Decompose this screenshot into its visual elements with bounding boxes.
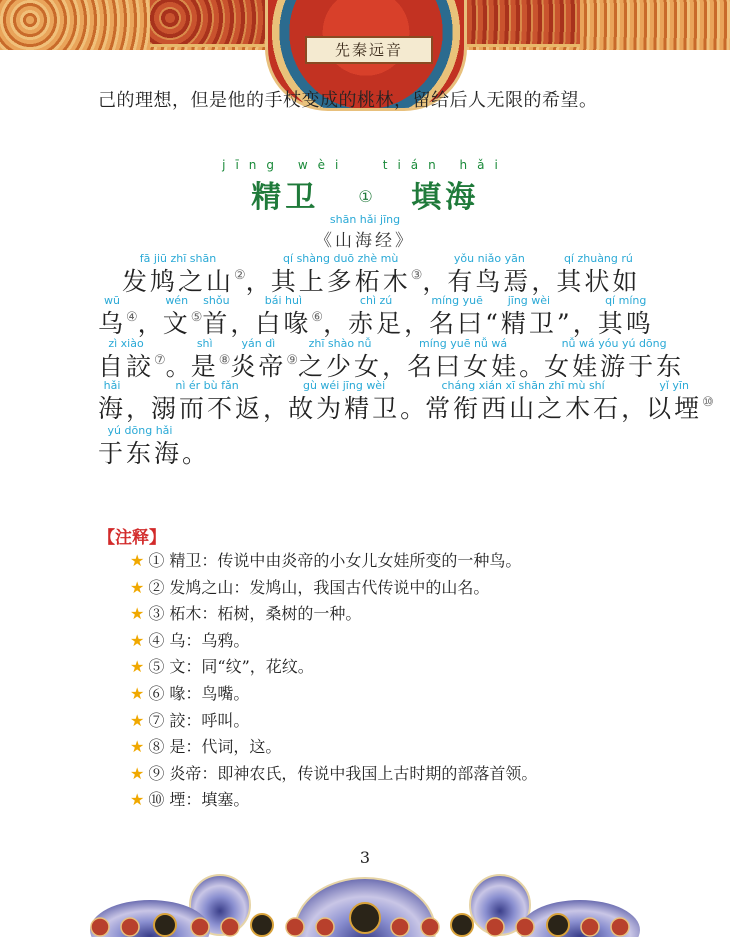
- pinyin: shì: [196, 337, 213, 350]
- note-text: ⑥ 喙：鸟嘴。: [148, 683, 250, 703]
- title-note-marker: ①: [358, 187, 373, 206]
- punctuation: ，: [382, 352, 408, 381]
- star-icon: ★: [130, 790, 145, 810]
- hanzi: 赤足: [348, 309, 405, 338]
- note-item: [130, 787, 537, 814]
- title-pinyin: tián hǎi: [382, 158, 508, 172]
- ruby-segment: [429, 294, 485, 339]
- source: [0, 213, 730, 251]
- ruby-segment: [544, 337, 684, 382]
- punctuation: ，: [126, 394, 152, 423]
- punctuation: ，: [572, 309, 598, 338]
- hanzi: 发鸠之山: [122, 267, 235, 296]
- ruby-segment: [598, 294, 654, 339]
- ruby-segment: [271, 252, 411, 297]
- note-text: ③ 柘木：柘树，桑树的一种。: [148, 604, 362, 624]
- hanzi: “精卫”: [485, 309, 573, 338]
- hanzi: 以堙: [646, 394, 703, 423]
- ruby-segment: [98, 294, 126, 339]
- ruby-segment: [407, 337, 519, 382]
- source-pinyin: shān hǎi jīng: [329, 213, 401, 226]
- title-segment: [222, 158, 348, 216]
- hanzi: 海: [98, 394, 127, 423]
- ruby-segment: [298, 337, 382, 382]
- hanzi: 白喙: [255, 309, 312, 338]
- punctuation: ，: [323, 309, 349, 338]
- pinyin: hǎi: [103, 379, 121, 392]
- hanzi: 于东海: [98, 439, 183, 468]
- star-icon: ★: [130, 657, 145, 677]
- star-icon: ★: [130, 551, 145, 570]
- ruby-segment: [646, 379, 702, 424]
- ruby-segment: [556, 252, 640, 297]
- ruby-segment: [122, 252, 234, 297]
- star-icon: ★: [130, 710, 145, 730]
- ruby-segment: [255, 294, 311, 339]
- note-text: ⑤ 文：同“纹”，花纹。: [148, 657, 314, 677]
- punctuation: ，: [422, 267, 448, 296]
- punctuation: ，: [404, 309, 430, 338]
- punctuation: ，: [245, 267, 271, 296]
- pinyin: yú dōng hǎi: [107, 424, 173, 437]
- page-title: [0, 158, 730, 216]
- ruby-segment: [191, 337, 219, 382]
- body-line: [122, 252, 641, 297]
- ruby-segment: [348, 294, 404, 339]
- note-item: [130, 708, 537, 735]
- punctuation: 。: [519, 352, 545, 381]
- notes-list: [130, 548, 537, 814]
- note-item: [130, 575, 537, 602]
- note-text: ⑨ 炎帝：即神农氏，传说中我国上古时期的部落首领。: [148, 763, 538, 783]
- punctuation: ，: [531, 267, 557, 296]
- pinyin: yǒu niǎo yān: [453, 252, 525, 265]
- pinyin: cháng xián xī shān zhī mù shí: [441, 379, 605, 392]
- hanzi: 其鸣: [597, 309, 654, 338]
- hanzi: 之少女: [298, 352, 383, 381]
- note-marker: ⑨: [286, 353, 299, 368]
- star-icon: ★: [130, 737, 145, 757]
- intro-line: 己的理想，但是他的手杖变成的桃林，留给后人无限的希望。: [98, 90, 598, 111]
- body-line: [98, 294, 654, 339]
- ruby-segment: [202, 294, 230, 339]
- punctuation: ，: [137, 309, 163, 338]
- pinyin: nǚ wá yóu yú dōng: [561, 337, 667, 350]
- hanzi: 溺而不返: [151, 394, 264, 423]
- note-item: [130, 548, 537, 575]
- punctuation: 。: [400, 394, 426, 423]
- note-marker: ⑥: [311, 310, 324, 325]
- pinyin: qí míng: [605, 294, 647, 307]
- note-text: ⑩ 堙：填塞。: [148, 790, 250, 810]
- punctuation: 。: [165, 352, 191, 381]
- ruby-segment: [230, 337, 286, 382]
- star-icon: ★: [130, 577, 145, 597]
- punctuation: ，: [263, 394, 289, 423]
- pinyin: zì xiào: [108, 337, 144, 350]
- title-pinyin: jīng wèi: [222, 158, 349, 172]
- hanzi: 文: [162, 309, 191, 338]
- note-text: ④ 乌：乌鸦。: [148, 630, 250, 650]
- note-text: ⑧ 是：代词，这。: [148, 737, 282, 757]
- pinyin: nì ér bù fǎn: [175, 379, 239, 392]
- notes-heading: 【注释】: [98, 528, 166, 548]
- title-hanzi: 填海: [411, 180, 480, 215]
- hanzi: 有鸟焉: [447, 267, 532, 296]
- hanzi: 炎帝: [230, 352, 287, 381]
- ruby-segment: [425, 379, 621, 424]
- ruby-segment: [98, 337, 154, 382]
- star-icon: ★: [130, 763, 145, 783]
- note-marker: ④: [126, 310, 138, 325]
- pinyin: zhī shào nǚ: [308, 337, 372, 350]
- hanzi: 女娃游于东: [544, 352, 685, 381]
- note-item: [130, 628, 537, 655]
- page-number: 3: [359, 848, 371, 867]
- hanzi: 名曰: [429, 309, 486, 338]
- pinyin: fā jiū zhī shān: [139, 252, 217, 265]
- note-item: [130, 654, 537, 681]
- section-label: 先秦远音: [305, 36, 433, 64]
- note-text: ⑦ 詨：呼叫。: [148, 710, 250, 730]
- hanzi: 是: [190, 352, 219, 381]
- pinyin: shǒu: [203, 294, 230, 307]
- punctuation: 。: [182, 439, 208, 468]
- note-marker: ⑤: [190, 310, 203, 325]
- note-marker: ③: [410, 268, 423, 283]
- pinyin: míng yuē: [431, 294, 483, 307]
- star-icon: ★: [130, 630, 145, 650]
- note-marker: ⑩: [702, 395, 714, 410]
- ruby-segment: [447, 252, 531, 297]
- hanzi: 其上多柘木: [270, 267, 411, 296]
- ruby-segment: [151, 379, 263, 424]
- hanzi: 名曰女娃: [407, 352, 520, 381]
- hanzi: 其状如: [556, 267, 641, 296]
- note-item: [130, 601, 537, 628]
- pinyin: qí shàng duō zhè mù: [283, 252, 399, 265]
- hanzi: 故为精卫: [288, 394, 401, 423]
- title-hanzi: 精卫: [251, 180, 320, 215]
- hanzi: 首: [202, 309, 231, 338]
- hanzi: 常衔西山之木石: [425, 394, 622, 423]
- pinyin: chì zú: [359, 294, 393, 307]
- pinyin: míng yuē nǚ wá: [418, 337, 508, 350]
- source-title: 《山海经》: [315, 231, 415, 251]
- hanzi: 乌: [98, 309, 127, 338]
- ruby-segment: [288, 379, 400, 424]
- note-text: ② 发鸠之山：发鸠山，我国古代传说中的山名。: [148, 577, 490, 597]
- pinyin: yǐ yīn: [659, 379, 689, 392]
- pinyin: jīng wèi: [507, 294, 551, 307]
- note-marker: ⑦: [154, 353, 166, 368]
- pinyin: wū: [104, 294, 120, 307]
- pinyin: bái huì: [264, 294, 303, 307]
- wave-ornament: [90, 870, 640, 937]
- note-item: [130, 681, 537, 708]
- title-segment: [383, 158, 508, 216]
- punctuation: ，: [621, 394, 647, 423]
- ruby-segment: [98, 424, 182, 469]
- note-text: ① 精卫：传说中由炎帝的小女儿女娃所变的一种鸟。: [148, 551, 522, 570]
- pinyin: gù wéi jīng wèi: [302, 379, 386, 392]
- pinyin: wén: [165, 294, 189, 307]
- body-line: [98, 379, 714, 424]
- note-item: [130, 734, 537, 761]
- note-marker: ⑧: [218, 353, 231, 368]
- pinyin: qí zhuàng rú: [563, 252, 633, 265]
- punctuation: ，: [230, 309, 256, 338]
- ruby-segment: [485, 294, 573, 339]
- star-icon: ★: [130, 683, 145, 703]
- hanzi: 自詨: [98, 352, 155, 381]
- body-line: [98, 337, 685, 382]
- ruby-segment: [98, 379, 126, 424]
- pinyin: yán dì: [241, 337, 276, 350]
- star-icon: ★: [130, 604, 145, 624]
- ruby-segment: [163, 294, 191, 339]
- note-marker: ②: [234, 268, 246, 283]
- body-line: [98, 424, 634, 469]
- note-item: [130, 761, 537, 788]
